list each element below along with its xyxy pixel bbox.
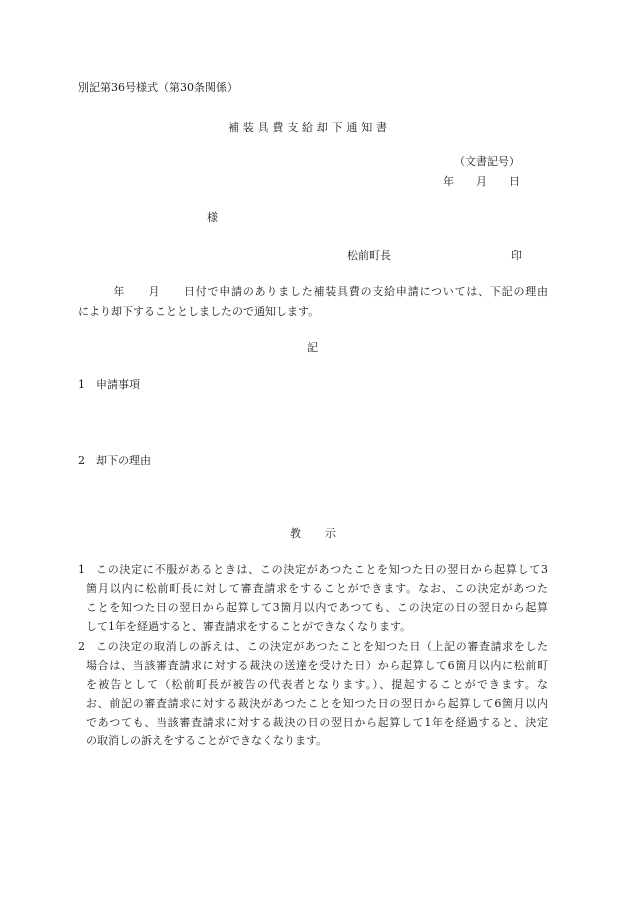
issue-date: 年 月 日 xyxy=(443,175,520,188)
notes-heading: 記 xyxy=(307,341,318,354)
instruction-number: 2 xyxy=(78,640,85,653)
sender-name: 松前町長 xyxy=(347,249,391,262)
item-label-reason: 却下の理由 xyxy=(96,454,151,467)
instruction-line: を被告として（松前町長が被告の代表者となります。）、提起することができます。な xyxy=(86,678,548,691)
instruction-line: 箇月以内に松前町長に対して審査請求をすることができます。なお、この決定があつた xyxy=(86,582,548,595)
item-number: 1 xyxy=(78,378,85,391)
instruction-number: 1 xyxy=(78,563,85,576)
instruction-line: の取消しの訴えをすることができなくなります。 xyxy=(86,734,328,747)
instruction-line: であつても、当該審査請求に対する裁決の日の翌日から起算して1年を経過すると、決定 xyxy=(86,716,548,729)
instruction-line: お、前記の審査請求に対する裁決があつたことを知つた日の翌日から起算して6箇月以内 xyxy=(86,697,548,710)
item-number: 2 xyxy=(78,454,85,467)
item-label-application: 申請事項 xyxy=(96,378,140,391)
instruction-item-1 xyxy=(78,563,548,577)
document-code: （文書記号） xyxy=(454,155,520,168)
addressee-suffix: 様 xyxy=(207,211,218,224)
instruction-line: して1年を経過すると、審査請求をすることができなくなります。 xyxy=(86,620,412,633)
form-label: 別記第36号様式（第30条関係） xyxy=(78,81,238,94)
body-line: により却下することとしましたので通知します。 xyxy=(78,305,320,318)
instruction-line: ことを知つた日の翌日から起算して3箇月以内であつても、この決定の日の翌日から起算 xyxy=(86,601,548,614)
instruction-line: この決定の取消しの訴えは、この決定があつたことを知つた日（上記の審査請求をした xyxy=(96,640,548,653)
instruction-line: この決定に不服があるときは、この決定があつたことを知つた日の翌日から起算して3 xyxy=(96,563,548,576)
instruction-item-2 xyxy=(78,640,548,654)
instruction-heading: 教示 xyxy=(290,527,360,540)
seal-mark: 印 xyxy=(511,249,522,262)
body-line: 年 月 日付で申請のありました補装具費の支給申請については、下記の理由 xyxy=(78,285,548,298)
document-title: 補装具費支給却下通知書 xyxy=(228,121,391,134)
instruction-line: 場合は、当該審査請求に対する裁決の送達を受けた日）から起算して6箇月以内に松前町 xyxy=(86,659,548,672)
